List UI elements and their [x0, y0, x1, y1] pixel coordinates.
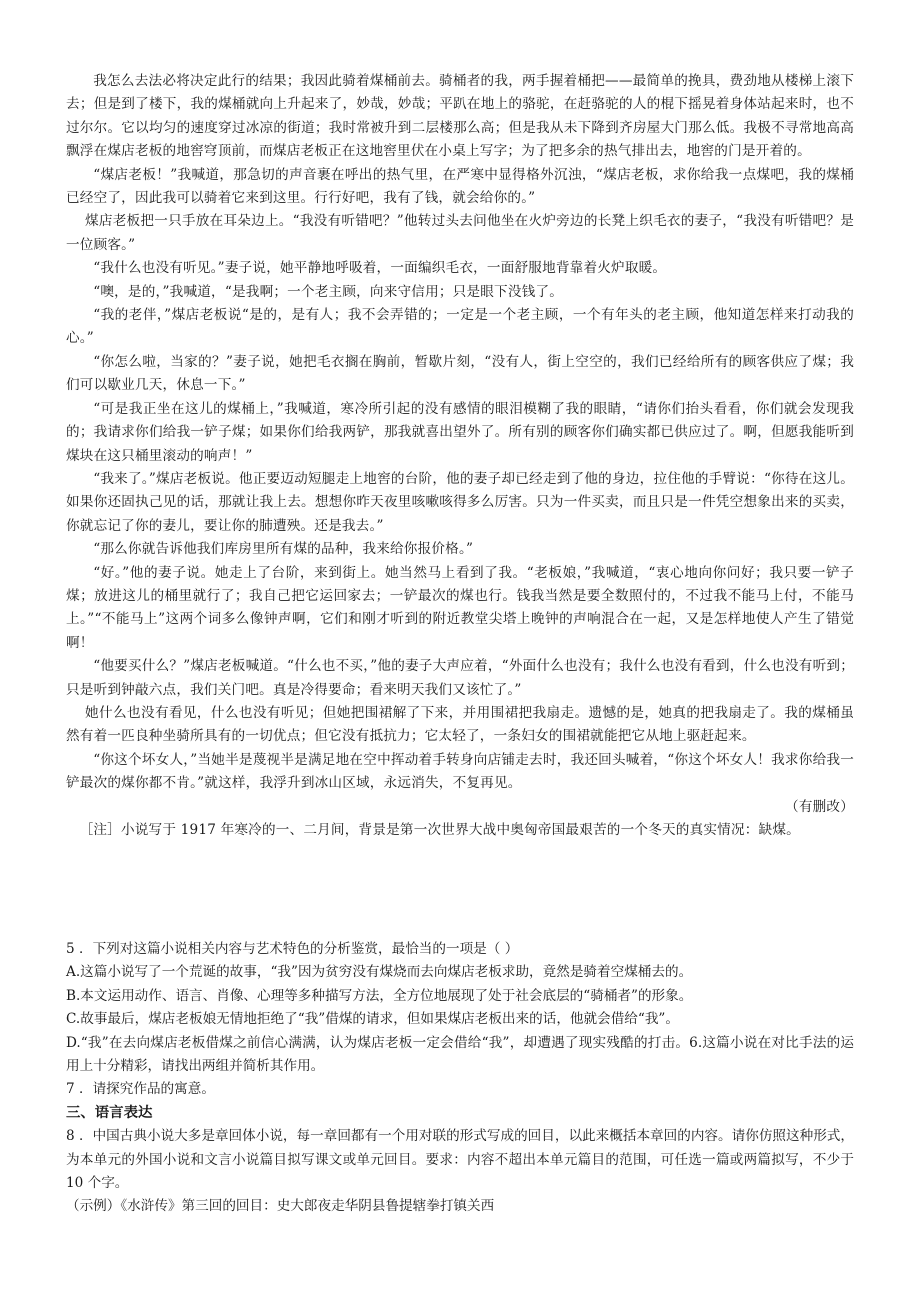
- footnote: ［注］小说写于 1917 年寒冷的一、二月间，背景是第一次世界大战中奥匈帝国最艰苦的一个冬天的真实情况：缺煤。: [79, 822, 800, 838]
- section-heading: 三、语言表达: [66, 1104, 153, 1121]
- question-5-option-d: D.“我”在去向煤店老板借煤之前信心满满，认为煤店老板一定会借给“我”，却遭遇了现实残酷的打击。6.这篇小说在对比手法的运用上十分精彩，请找出两组并简析其作用。: [66, 1034, 854, 1075]
- story-paragraph: 煤店老板把一只手放在耳朵边上。“我没有听错吧？”他转过头去问他坐在火炉旁边的长凳上织毛衣的妻子，“我没有听错吧？是一位顾客。”: [66, 213, 854, 253]
- story-paragraph: “你怎么啦，当家的？”妻子说，她把毛衣搁在胸前，暂歇片刻，“没有人，街上空空的，我们已经给所有的顾客供应了煤；我们可以歇业几天，休息一下。”: [66, 353, 854, 394]
- story-paragraph: “煤店老板！”我喊道，那急切的声音裹在呼出的热气里，在严寒中显得格外沉浊，“煤店老板，求你给我一点煤吧，我的煤桶已经空了，因此我可以骑着它来到这里。行行好吧，我有了钱，就会给你的。”: [66, 166, 854, 207]
- questions-section: [66, 938, 854, 1219]
- question-5-option-c: C.故事最后，煤店老板娘无情地拒绝了“我”借煤的请求，但如果煤店老板出来的话，他就会借给“我”。: [66, 1011, 679, 1028]
- story-paragraph: “他要买什么？”煤店老板喊道。“什么也不买，”他的妻子大声应着，“外面什么也没有；我什么也没有看到，什么也没有听到；只是听到钟敲六点，我们关门吧。真是冷得要命；看来明天我们又该忙了。”: [66, 658, 854, 698]
- story-paragraph: “好。”他的妻子说。她走上了台阶，来到街上。她当然马上看到了我。“老板娘，”我喊道，“衷心地向你问好；我只要一铲子煤；放进这儿的桶里就行了；我自己把它运回家去；一铲最次的煤也行。钱我当然是要全数照付的，不过我不能马上付，不能马上。”“不能马上”这两个词多么像钟声啊，它们和刚才听到的附近教堂尖塔上晚钟的声响混合在一起，又是怎样地使人产生了错觉啊！: [66, 564, 854, 651]
- source-note: （有删改）: [785, 798, 854, 815]
- question-7: 7 ．请探究作品的寓意。: [66, 1081, 215, 1098]
- story-paragraph: “那么你就告诉他我们库房里所有煤的品种，我来给你报价格。”: [93, 541, 474, 558]
- story-paragraph: “我来了。”煤店老板说。他正要迈动短腿走上地窖的台阶，他的妻子却已经走到了他的身边，拉住他的手臂说：“你待在这儿。如果你还固执己见的话，那就让我上去。想想你昨天夜里咳嗽咳得多么厉害。只为一件买卖，而且只是一件凭空想象出来的买卖，你就忘记了你的妻儿，要让你的肺遭殃。还是我去。”: [66, 470, 854, 534]
- story-paragraph: “我什么也没有听见。”妻子说，她平静地呼吸着，一面编织毛衣，一面舒服地背靠着火炉取暖。: [93, 260, 667, 277]
- question-8: 8 ．中国古典小说大多是章回体小说，每一章回都有一个用对联的形式写成的回目，以此来概括本章回的内容。请你仿照这种形式，为本单元的外国小说和文言小说篇目拟写课文或单元回目。要求：内容不超出本单元篇目的范围，可任选一篇或两篇拟写，不少于 10 个字。: [66, 1128, 854, 1192]
- question-5-stem: 5 ．下列对这篇小说相关内容与艺术特色的分析鉴赏，最恰当的一项是（ ）: [66, 941, 519, 957]
- story-paragraph: “你这个坏女人，”当她半是蔑视半是满足地在空中挥动着手转身向店铺走去时，我还回头喊着，“你这个坏女人！我求你给我一铲最次的煤你都不肯。”就这样，我浮升到冰山区域，永远消失，不复再见。: [66, 751, 854, 792]
- story-paragraph: “噢，是的，”我喊道，“是我啊；一个老主顾，向来守信用；只是眼下没钱了。: [93, 283, 564, 300]
- question-5-option-b: B.本文运用动作、语言、肖像、心理等多种描写方法，全方位地展现了处于社会底层的“骑桶者”的形象。: [66, 987, 693, 1004]
- question-5-option-a: A.这篇小说写了一个荒诞的故事，“我”因为贫穷没有煤烧而去向煤店老板求助，竟然是骑着空煤桶去的。: [66, 964, 693, 981]
- story-paragraph: 我怎么去法必将决定此行的结果；我因此骑着煤桶前去。骑桶者的我，两手握着桶把——最简单的挽具，费劲地从楼梯上滚下去；但是到了楼下，我的煤桶就向上升起来了，妙哉，妙哉；平趴在地上的骆驼，在赶骆驼的人的棍下摇晃着身体站起来时，也不过尔尔。它以均匀的速度穿过冰凉的街道；我时常被升到二层楼那么高；但是我从未下降到齐房屋大门那么低。我极不寻常地高高飘浮在煤店老板的地窖穹顶前，而煤店老板正在这地窖里伏在小桌上写字；为了把多余的热气排出去，地窖的门是开着的。: [66, 73, 854, 160]
- story-paragraph: “我的老伴，”煤店老板说“是的，是有人；我不会弄错的；一定是一个老主顾，一个有年头的老主顾，他知道怎样来打动我的心。”: [66, 307, 854, 347]
- story-text: [66, 70, 854, 842]
- story-paragraph: “可是我正坐在这儿的煤桶上，”我喊道，寒冷所引起的没有感情的眼泪模糊了我的眼睛，“请你们抬头看看，你们就会发现我的；我请求你们给我一铲子煤；如果你们给我两铲，那我就喜出望外了。所有别的顾客你们确实都已供应过了。啊，但愿我能听到煤块在这只桶里滚动的响声！”: [66, 400, 854, 464]
- question-8-example: （示例）《水浒传》第三回的回目：史大郎夜走华阴县鲁提辖拳打镇关西: [66, 1198, 495, 1215]
- story-paragraph: 她什么也没有看见，什么也没有听见；但她把围裙解了下来，并用围裙把我扇走。遗憾的是，她真的把我扇走了。我的煤桶虽然有着一匹良种坐骑所具有的一切优点；但它没有抵抗力；它太轻了，一条妇女的围裙就能把它从地上驱赶起来。: [66, 704, 854, 745]
